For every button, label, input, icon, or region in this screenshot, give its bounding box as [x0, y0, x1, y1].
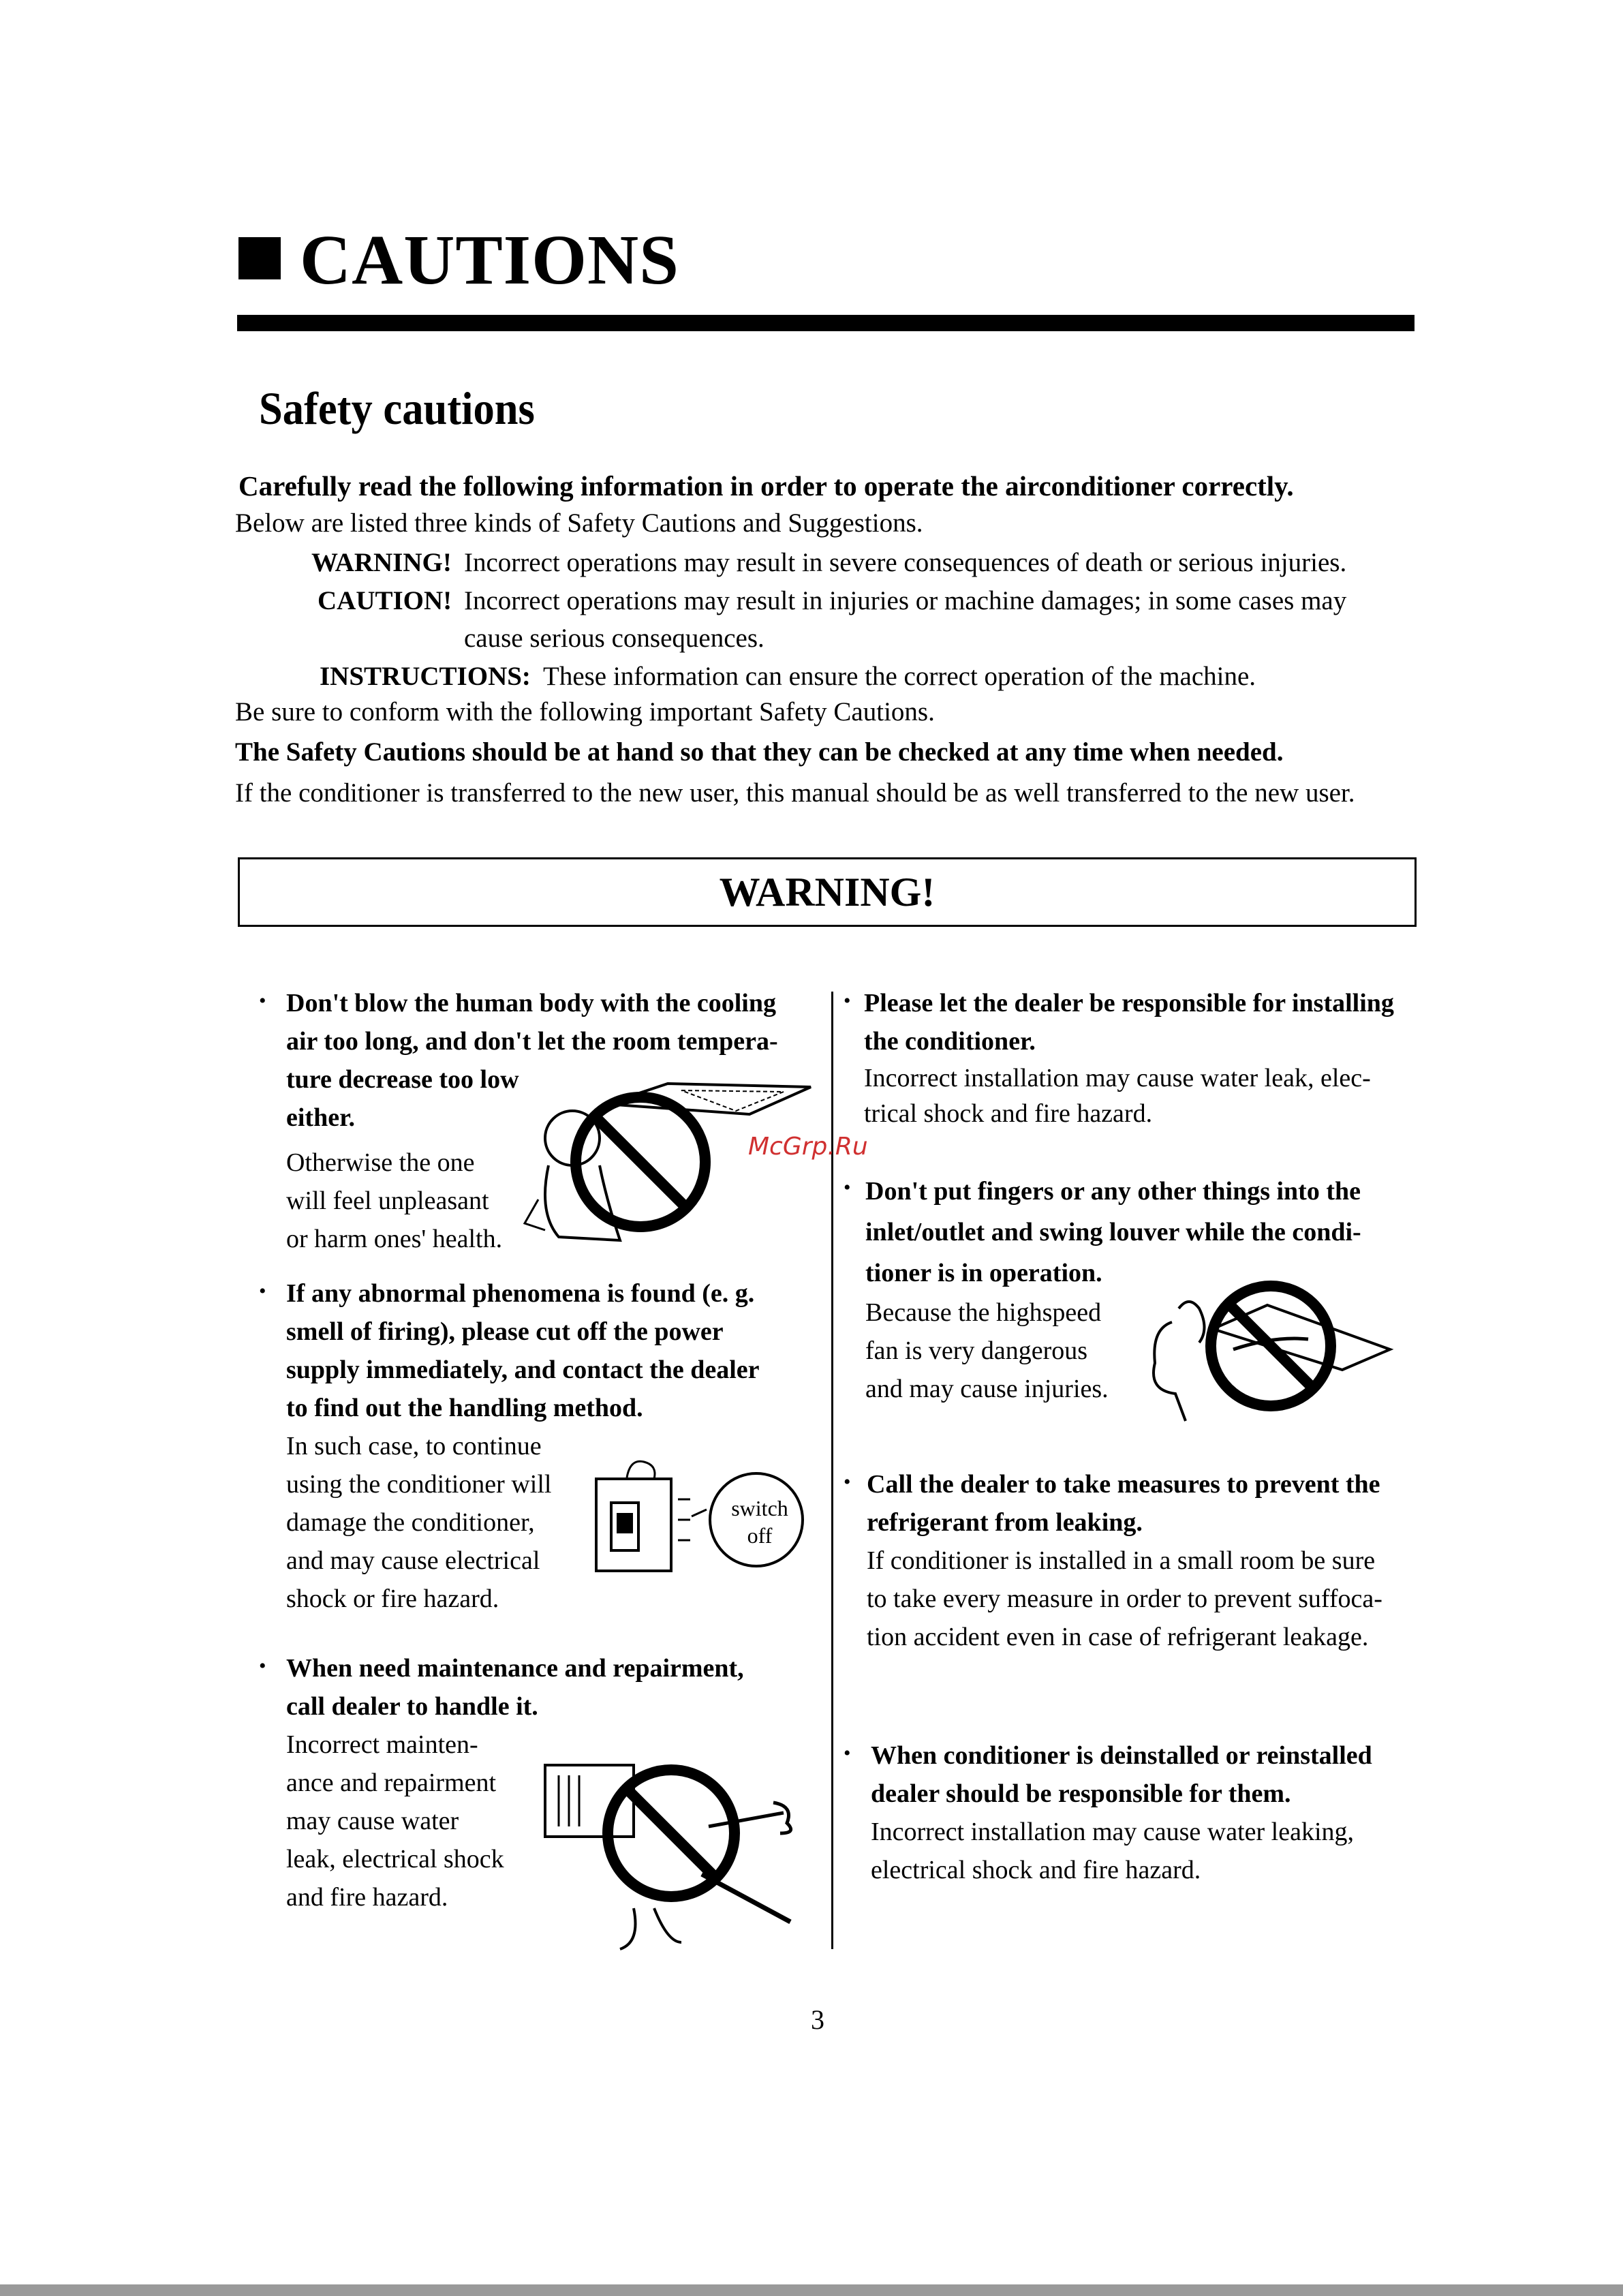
caution-label: CAUTION! — [318, 586, 452, 615]
warning-label: WARNING! — [311, 548, 452, 577]
item-heading-line: dealer should be responsible for them. — [871, 1779, 1291, 1808]
item-body-line: or harm ones' health. — [286, 1225, 503, 1253]
cold-air-prohibited-icon — [525, 1063, 811, 1261]
no-fingers-louver-icon — [1145, 1274, 1397, 1424]
switch-label: switch — [731, 1496, 788, 1520]
item-heading-line: Please let the dealer be responsible for installing — [864, 989, 1394, 1017]
instructions-text: These information can ensure the correct operation of the machine. — [543, 662, 1256, 691]
right-item-3 — [844, 1465, 1382, 1656]
title-rule — [237, 315, 1415, 331]
no-self-repair-icon — [538, 1738, 811, 1956]
item-body-line: may cause water — [286, 1807, 459, 1835]
item-heading-line: supply immediately, and contact the dealer — [286, 1356, 760, 1384]
item-body-line: shock or fire hazard. — [286, 1585, 499, 1613]
warning-text: Incorrect operations may result in severe consequences of death or serious injuries. — [464, 548, 1347, 577]
item-heading-line: When conditioner is deinstalled or reinstalled — [871, 1741, 1372, 1770]
item-heading-line: Don't blow the human body with the cooling — [286, 989, 776, 1017]
intro-conform: Be sure to conform with the following important Safety Cautions. — [235, 697, 935, 726]
item-body-line: to take every measure in order to prevent suffoca- — [867, 1585, 1382, 1613]
item-body-line: and may cause injuries. — [865, 1375, 1109, 1403]
bullet-icon: • — [844, 990, 851, 1012]
page-title — [238, 221, 679, 299]
item-body-line: ance and repairment — [286, 1769, 497, 1797]
item-body-line: Otherwise the one — [286, 1148, 475, 1177]
item-heading-line: When need maintenance and repairment, — [286, 1654, 744, 1683]
item-heading-line: refrigerant from leaking. — [867, 1508, 1143, 1537]
item-body-line: fan is very dangerous — [865, 1336, 1088, 1365]
item-body-line: and fire hazard. — [286, 1883, 448, 1912]
bottom-edge-bar — [0, 2284, 1623, 2296]
page-title-text: CAUTIONS — [300, 221, 679, 299]
item-body-line: trical shock and fire hazard. — [864, 1099, 1153, 1128]
caution-text-2: cause serious consequences. — [464, 624, 764, 653]
item-heading-line: tioner is in operation. — [865, 1259, 1102, 1287]
intro-transfer: If the conditioner is transferred to the new user, this manual should be as well transferred to the new user. — [235, 778, 1355, 808]
item-heading-line: either. — [286, 1103, 355, 1132]
right-item-1 — [844, 984, 1394, 1131]
bullet-icon: • — [259, 1655, 266, 1677]
item-heading-line: ture decrease too low — [286, 1065, 519, 1094]
item-heading-line: smell of firing), please cut off the power — [286, 1317, 724, 1346]
item-heading-line: inlet/outlet and swing louver while the condi- — [865, 1218, 1361, 1246]
bullet-icon: • — [844, 1176, 851, 1199]
off-label: off — [747, 1523, 773, 1548]
item-heading-line: air too long, and don't let the room tempera- — [286, 1027, 778, 1056]
intro-listed: Below are listed three kinds of Safety Cautions and Suggestions. — [235, 508, 923, 538]
warning-banner: WARNING! — [238, 857, 1417, 927]
caution-text-1: Incorrect operations may result in injuries or machine damages; in some cases may — [464, 586, 1347, 615]
intro-at-hand: The Safety Cautions should be at hand so that they can be checked at any time when needed. — [235, 737, 1284, 767]
item-heading-line: to find out the handling method. — [286, 1394, 643, 1422]
intro-lead: Carefully read the following information in order to operate the airconditioner correctly. — [238, 470, 1294, 502]
item-heading-line: If any abnormal phenomena is found (e. g. — [286, 1279, 755, 1308]
item-body-line: In such case, to continue — [286, 1432, 542, 1460]
item-body-line: and may cause electrical — [286, 1546, 540, 1575]
item-heading-line: Call the dealer to take measures to prevent the — [867, 1470, 1380, 1499]
switch-off-callout — [715, 1495, 804, 1549]
item-body-line: If conditioner is installed in a small room be sure — [867, 1546, 1376, 1575]
square-bullet-icon — [238, 237, 281, 279]
bullet-icon: • — [259, 990, 266, 1012]
item-body-line: leak, electrical shock — [286, 1845, 504, 1873]
item-heading-line: Don't put fingers or any other things into the — [865, 1177, 1361, 1206]
item-body-line: damage the conditioner, — [286, 1508, 535, 1537]
instructions-label: INSTRUCTIONS: — [320, 662, 531, 691]
section-subtitle: Safety cautions — [259, 382, 535, 434]
bullet-icon: • — [844, 1742, 851, 1764]
item-body-line: Incorrect installation may cause water leak, elec- — [864, 1064, 1371, 1092]
item-body-line: Incorrect installation may cause water leaking, — [871, 1818, 1355, 1846]
item-body-line: will feel unpleasant — [286, 1187, 489, 1215]
item-body-line: tion accident even in case of refrigerant leakage. — [867, 1623, 1369, 1651]
item-heading-line: the conditioner. — [864, 1027, 1036, 1056]
item-body-line: Incorrect mainten- — [286, 1730, 478, 1759]
item-body-line: using the conditioner will — [286, 1470, 552, 1499]
bullet-icon: • — [844, 1471, 851, 1493]
bullet-icon: • — [259, 1280, 266, 1302]
item-body-line: Because the highspeed — [865, 1298, 1102, 1327]
right-item-4 — [844, 1736, 1372, 1889]
item-body-line: electrical shock and fire hazard. — [871, 1856, 1201, 1884]
page-number: 3 — [811, 2004, 824, 2035]
item-heading-line: call dealer to handle it. — [286, 1692, 538, 1721]
watermark: McGrp.Ru — [748, 1133, 868, 1161]
